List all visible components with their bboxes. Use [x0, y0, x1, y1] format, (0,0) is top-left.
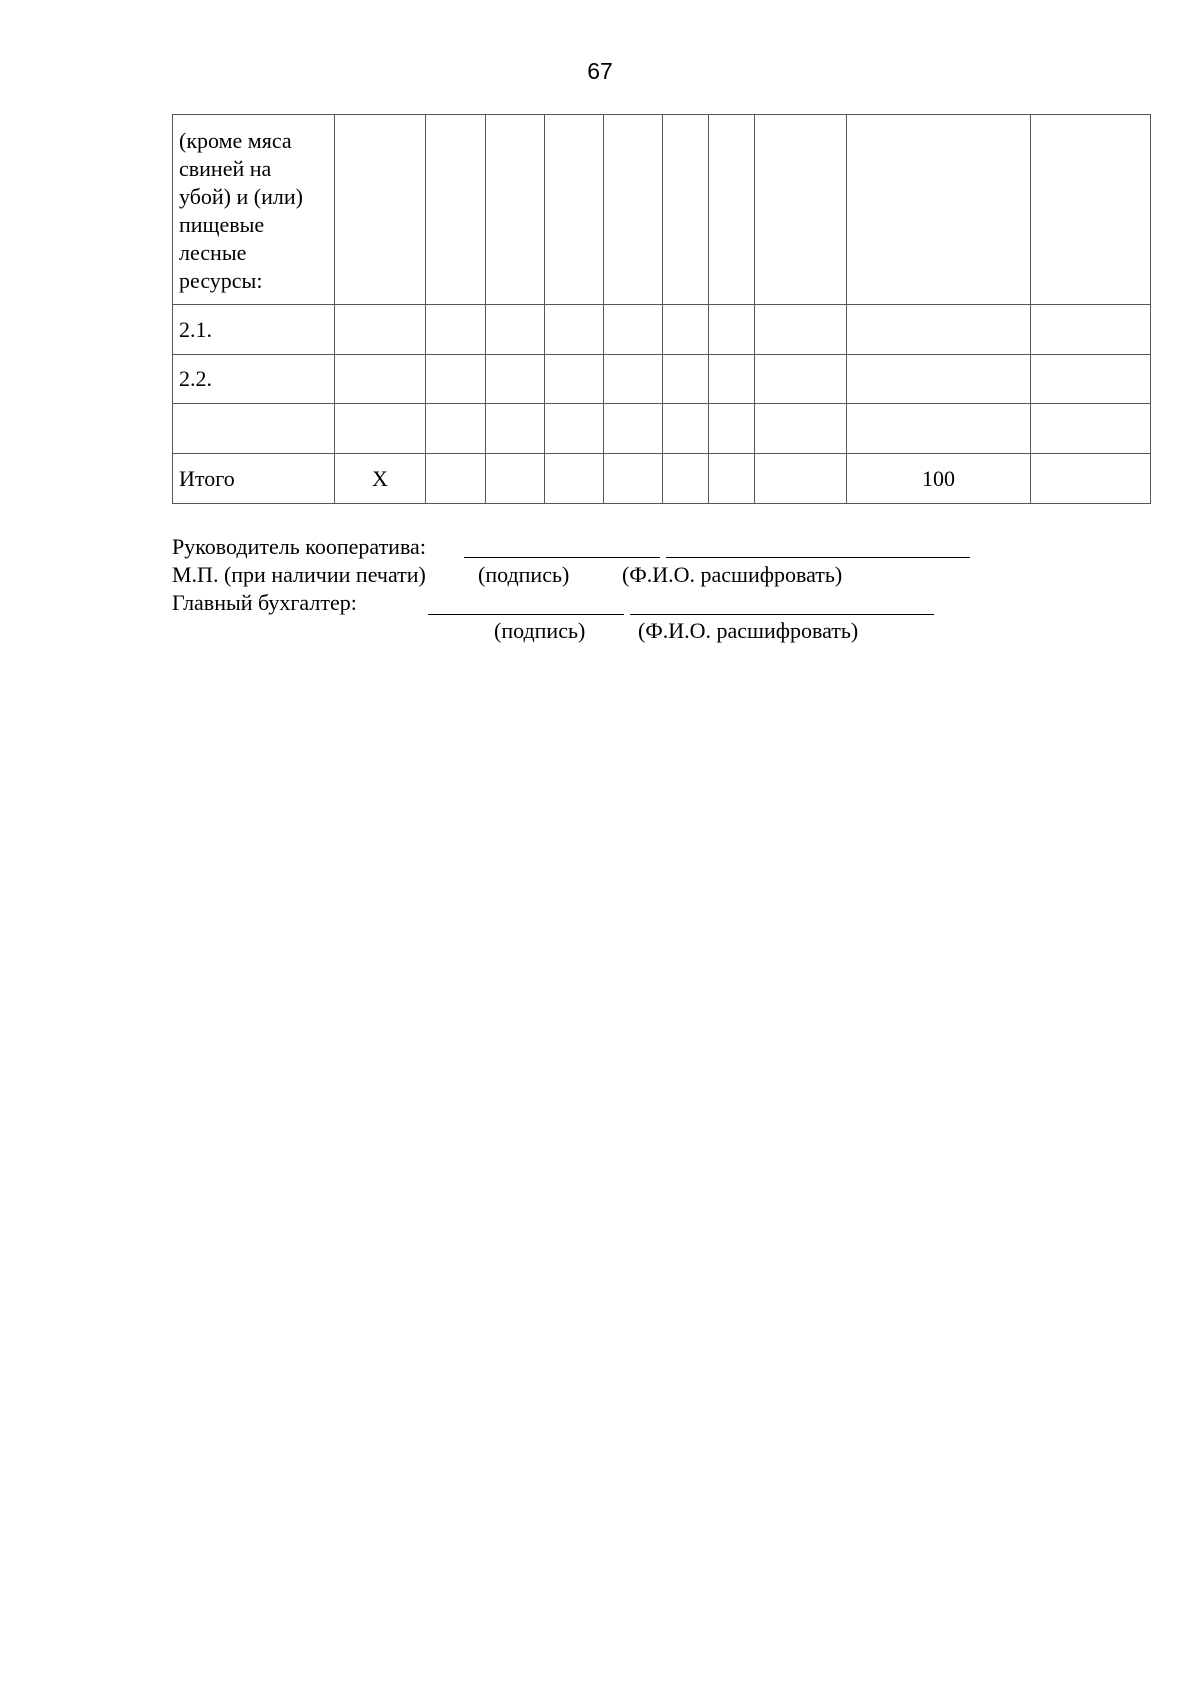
stamp-label: М.П. (при наличии печати) — [172, 562, 426, 587]
table-cell — [486, 115, 545, 305]
table-cell — [1031, 115, 1151, 305]
accountant-label: Главный бухгалтер: — [172, 590, 357, 615]
table-cell: Итого — [173, 454, 335, 504]
table-row — [173, 355, 1151, 404]
table-cell — [426, 305, 486, 355]
table-cell — [545, 355, 604, 404]
table-cell — [755, 454, 847, 504]
page-number: 67 — [587, 58, 613, 84]
table-cell: 100 — [847, 454, 1031, 504]
table-cell — [486, 305, 545, 355]
table-cell — [604, 454, 663, 504]
table-cell — [545, 115, 604, 305]
accountant-name-line — [630, 614, 934, 615]
table-cell — [604, 115, 663, 305]
table-cell — [847, 404, 1031, 454]
table-cell — [426, 404, 486, 454]
table-cell — [755, 115, 847, 305]
table-cell — [545, 305, 604, 355]
table-cell — [755, 305, 847, 355]
head-name-line — [666, 557, 970, 558]
table-cell — [335, 404, 426, 454]
name-caption: (Ф.И.О. расшифровать) — [638, 618, 859, 643]
table-cell — [663, 115, 709, 305]
table-cell: (кроме мяса свиней на убой) и (или) пищевые лесные ресурсы: — [173, 115, 335, 305]
table-cell — [335, 305, 426, 355]
head-signature-line — [464, 557, 660, 558]
table-cell — [604, 404, 663, 454]
table-cell — [663, 355, 709, 404]
table-cell — [663, 454, 709, 504]
table-row — [173, 404, 1151, 454]
table-cell — [847, 115, 1031, 305]
table-cell: X — [335, 454, 426, 504]
name-caption: (Ф.И.О. расшифровать) — [622, 562, 843, 587]
signature-caption: (подпись) — [478, 562, 570, 587]
table-cell — [426, 454, 486, 504]
table-row — [173, 305, 1151, 355]
table-cell — [1031, 454, 1151, 504]
table-cell — [486, 355, 545, 404]
table-cell: 2.1. — [173, 305, 335, 355]
table-cell — [545, 404, 604, 454]
table-cell — [709, 404, 755, 454]
head-label: Руководитель кооператива: — [172, 534, 426, 559]
table-cell — [486, 454, 545, 504]
table-cell — [604, 305, 663, 355]
table-row — [173, 454, 1151, 504]
table-cell — [426, 355, 486, 404]
table-cell — [486, 404, 545, 454]
table-cell — [426, 115, 486, 305]
table-cell — [709, 355, 755, 404]
table-cell — [1031, 305, 1151, 355]
table-cell — [709, 115, 755, 305]
table-cell — [709, 454, 755, 504]
signature-caption: (подпись) — [494, 618, 586, 643]
table-cell — [709, 305, 755, 355]
accountant-signature-line — [428, 614, 624, 615]
table-cell — [335, 355, 426, 404]
table-cell — [545, 454, 604, 504]
table-cell — [663, 404, 709, 454]
table-cell — [335, 115, 426, 305]
data-table — [172, 114, 1151, 504]
table-cell — [1031, 404, 1151, 454]
table-cell — [847, 355, 1031, 404]
table-cell — [1031, 355, 1151, 404]
table-cell — [173, 404, 335, 454]
table-cell: 2.2. — [173, 355, 335, 404]
table-cell — [847, 305, 1031, 355]
table-cell — [604, 355, 663, 404]
table-row — [173, 115, 1151, 305]
table-cell — [663, 305, 709, 355]
table-cell — [755, 355, 847, 404]
table-cell — [755, 404, 847, 454]
